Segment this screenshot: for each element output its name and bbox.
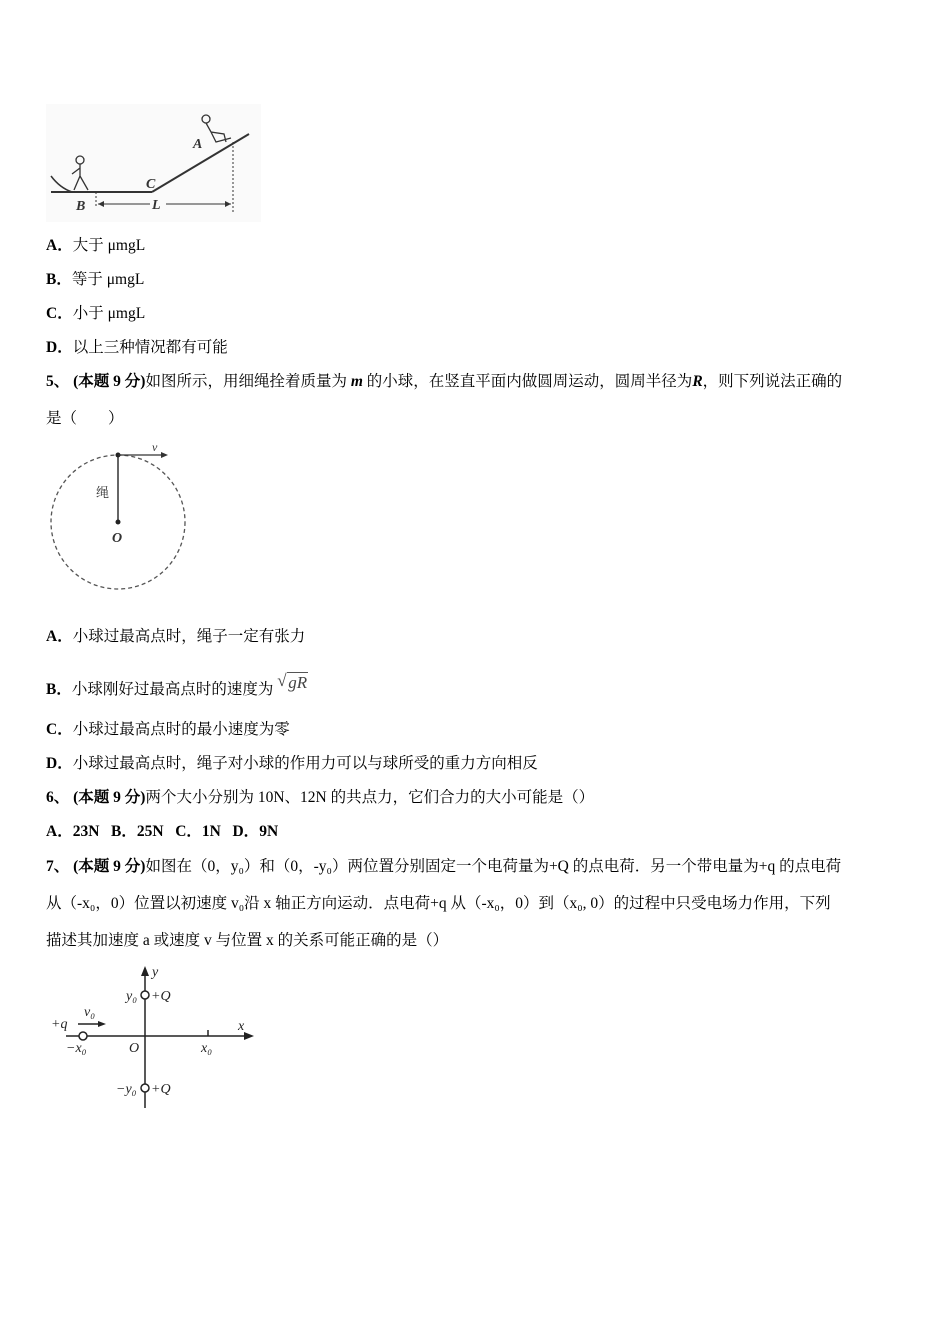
q6-options: A．23N B．25N C．1N D．9N [46, 823, 279, 840]
q5-stem-line2: 是（ ） [46, 410, 124, 427]
svg-text:A: A [193, 137, 203, 152]
q5-number: 5、 [46, 373, 70, 390]
sqrt-formula: √ gR [277, 671, 308, 692]
q7-charge-figure [46, 962, 261, 1110]
svg-text:x₀: x₀ [201, 1041, 213, 1056]
svg-text:−y₀: −y₀ [116, 1082, 137, 1097]
q4-option-c: C．小于 μmgL [46, 305, 146, 322]
svg-text:v₀: v₀ [84, 1005, 96, 1020]
q4-option-a: A．大于 μmgL [46, 237, 146, 254]
q5-option-b: B．小球刚好过最高点时的速度为 √ gR [46, 671, 308, 698]
svg-text:绳: 绳 [96, 486, 110, 501]
q5-option-c: C．小球过最高点时的最小速度为零 [46, 721, 290, 738]
q7-stem-line2: 从（-x₀，0）位置以初速度 v₀沿 x 轴正方向运动．点电荷+q 从（-x₀，0）到（x₀, 0）的过程中只受电场力作用，下列 [46, 895, 831, 912]
svg-text:B: B [76, 199, 86, 214]
q5-score: (本题 9 分) [73, 373, 146, 390]
q4-slope-figure [46, 104, 261, 222]
svg-text:C: C [146, 177, 156, 192]
svg-text:−x₀: −x₀ [66, 1041, 87, 1056]
svg-text:O: O [112, 531, 123, 546]
svg-text:+Q: +Q [151, 989, 171, 1004]
q7-stem-line3: 描述其加速度 a 或速度 v 与位置 x 的关系可能正确的是（） [46, 932, 449, 949]
svg-text:+q: +q [51, 1017, 68, 1032]
svg-text:+Q: +Q [151, 1082, 171, 1097]
svg-text:O: O [129, 1041, 140, 1056]
q6-stem: 6、 (本题 9 分)两个大小分别为 10N、12N 的共点力，它们合力的大小可能是（） [46, 789, 595, 806]
q5-stem: 5、 (本题 9 分)如图所示，用细绳拴着质量为 m 的小球，在竖直平面内做圆周运动，圆周半径为R，则下列说法正确的 [46, 373, 843, 390]
q5-circle-figure [46, 442, 196, 594]
q5-option-a: A．小球过最高点时，绳子一定有张力 [46, 628, 306, 645]
svg-text:y: y [152, 965, 159, 980]
q4-option-d: D．以上三种情况都有可能 [46, 339, 228, 356]
svg-text:y₀: y₀ [126, 989, 138, 1004]
svg-text:x: x [238, 1019, 245, 1034]
svg-text:v: v [152, 442, 158, 454]
q4-option-b: B．等于 μmgL [46, 271, 145, 288]
q7-stem-line1: 7、 (本题 9 分)如图在（0，y₀）和（0，-y₀）两位置分别固定一个电荷量为+Q 的点电荷．另一个带电量为+q 的点电荷 [46, 858, 842, 875]
svg-text:L: L [152, 198, 161, 213]
q5-option-d: D．小球过最高点时，绳子对小球的作用力可以与球所受的重力方向相反 [46, 755, 538, 772]
